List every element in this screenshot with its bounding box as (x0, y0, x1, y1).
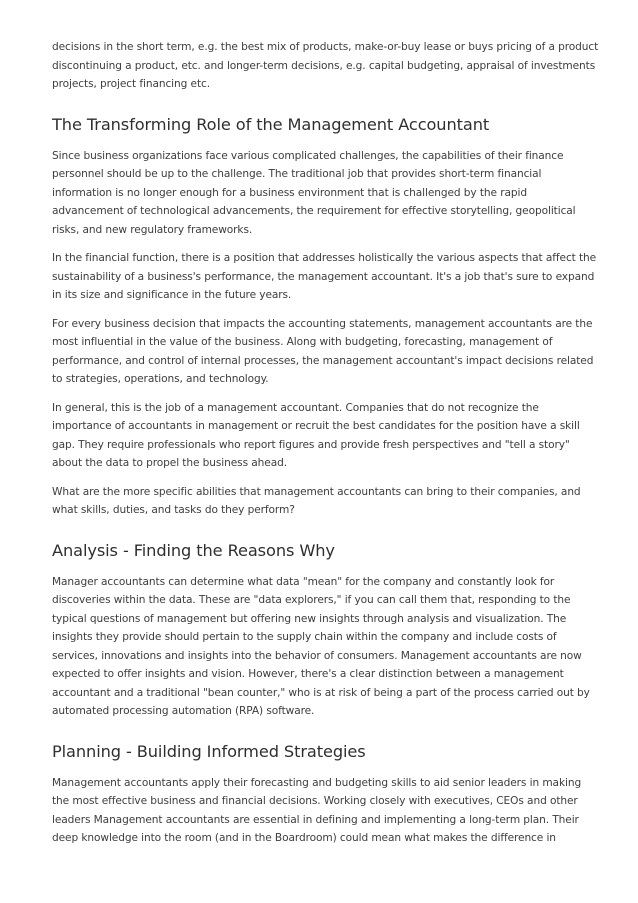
intro-paragraph: decisions in the short term, e.g. the best mix of products, make-or-buy lease or buys pricing of a product discontinuing a product, etc. and longer-term decisions, e.g. capital budgeting, appraisal of investments projects, project financing etc. (52, 41, 599, 90)
section-heading: Analysis - Finding the Reasons Why (52, 540, 335, 560)
section-paragraph: Manager accountants can determine what data "mean" for the company and constantly look for discoveries within the data. These are "data explorers," if you can call them that, responding to the typical questions of management but offering new insights through analysis and visualization. The insights they provide should pertain to the supply chain within the company and include costs of services, innovations and insights into the behavior of consumers. Management accountants are now expected to offer insights and vision. However, there's a clear distinction between a management accountant and a traditional "bean counter," who is at risk of being a part of the process carried out by automated processing automation (RPA) software. (52, 575, 590, 717)
section-transforming-role (52, 114, 600, 520)
section-paragraph: For every business decision that impacts the accounting statements, management accountants are the most influential in the value of the business. Along with budgeting, forecasting, management of performance, and control of internal processes, the management accountant's impact decisions related to strategies, operations, and technology. (52, 317, 594, 385)
section-paragraph: What are the more specific abilities that management accountants can bring to their companies, and what skills, duties, and tasks do they perform? (52, 485, 581, 516)
section-analysis (52, 540, 600, 721)
section-paragraph: In general, this is the job of a management accountant. Companies that do not recognize the importance of accountants in management or recruit the best candidates for the position have a skill gap. They require professionals who report figures and provide fresh perspectives and "tell a story" about the data to propel the business ahead. (52, 401, 580, 469)
section-heading: Planning - Building Informed Strategies (52, 741, 366, 761)
section-paragraph: In the financial function, there is a position that addresses holistically the various aspects that affect the sustainability of a business's performance, the management accountant. It's a job that's sure to expand in its size and significance in the future years. (52, 252, 597, 301)
document-page (52, 38, 600, 858)
section-paragraph: Management accountants apply their forecasting and budgeting skills to aid senior leaders in making the most effective business and financial decisions. Working closely with executives, CEOs and other leaders Management accountants are essential in defining and implementing a long-term plan. Their deep knowledge into the room (and in the Boardroom) could mean what makes the difference in (52, 776, 582, 844)
section-heading: The Transforming Role of the Management Accountant (52, 114, 490, 134)
section-paragraph: Since business organizations face various complicated challenges, the capabilities of their finance personnel should be up to the challenge. The traditional job that provides short-term financial information is no longer enough for a business environment that is challenged by the rapid advancement of technological advancements, the requirement for effective storytelling, geopolitical risks, and new regulatory frameworks. (52, 149, 576, 236)
section-planning (52, 741, 600, 848)
